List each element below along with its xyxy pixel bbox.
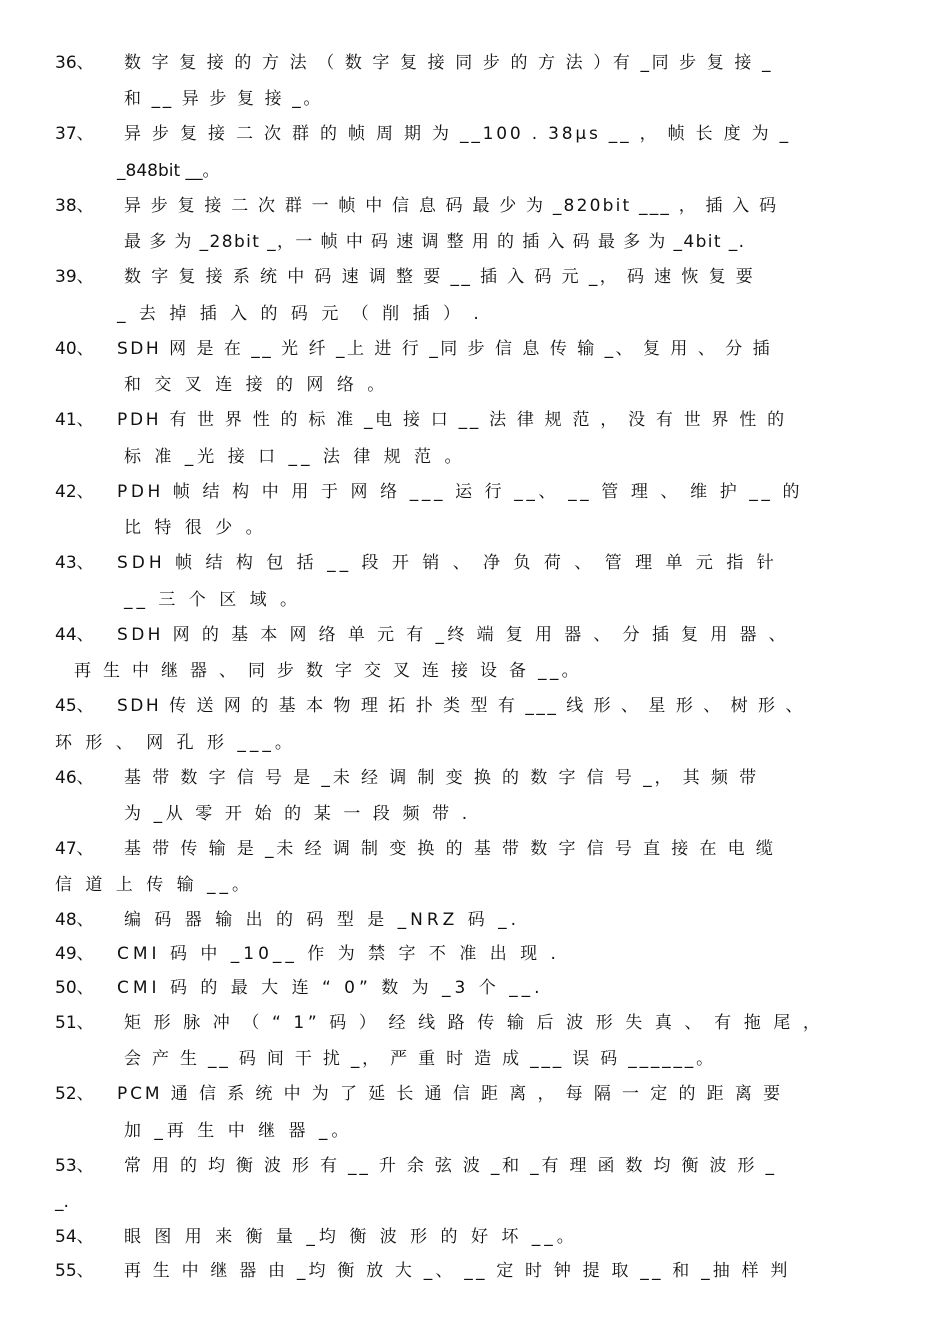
- item-text: 加 _再 生 中 继 器 _。: [124, 1121, 353, 1141]
- item-number: 54、: [55, 1227, 94, 1247]
- item-text: 信 道 上 传 输 __。: [55, 875, 254, 895]
- item-text: 和 __ 异 步 复 接 _。: [124, 89, 323, 109]
- item-number: 43、: [55, 553, 94, 573]
- item-text: CMI 码 中 _10__ 作 为 禁 字 不 准 出 现 .: [117, 944, 560, 964]
- item-number: 51、: [55, 1013, 94, 1033]
- item-text: PDH 有 世 界 性 的 标 准 _电 接 口 __ 法 律 规 范 ， 没 有 世 界 性 的: [117, 410, 787, 430]
- item-text: 为 _从 零 开 始 的 某 一 段 频 带 .: [124, 804, 471, 824]
- item-number: 44、: [55, 625, 94, 645]
- item-number: 37、: [55, 124, 94, 144]
- item-text: 基 带 传 输 是 _未 经 调 制 变 换 的 基 带 数 字 信 号 直 接 在 电 缆: [124, 839, 776, 859]
- item-text: _.: [55, 1192, 69, 1212]
- item-number: 53、: [55, 1156, 94, 1176]
- item-number: 47、: [55, 839, 94, 859]
- item-text: 再 生 中 继 器 由 _均 衡 放 大 _、 __ 定 时 钟 提 取 __ 和 _抽 样 判: [124, 1261, 791, 1281]
- item-number: 45、: [55, 696, 94, 716]
- item-text: 异 步 复 接 二 次 群 一 帧 中 信 息 码 最 少 为 _820bit ___ ， 插 入 码: [124, 196, 779, 216]
- item-number: 39、: [55, 267, 94, 287]
- item-text: 编 码 器 输 出 的 码 型 是 _NRZ 码 _.: [124, 910, 521, 930]
- item-number: 55、: [55, 1261, 94, 1281]
- item-text: 数 字 复 接 的 方 法 （ 数 字 复 接 同 步 的 方 法 ）有 _同 步 复 接 _: [124, 53, 774, 73]
- item-number: 38、: [55, 196, 94, 216]
- item-text: PDH 帧 结 构 中 用 于 网 络 ___ 运 行 __、 __ 管 理 、 维 护 __ 的: [117, 482, 804, 502]
- item-text: PCM 通 信 系 统 中 为 了 延 长 通 信 距 离 ， 每 隔 一 定 的 距 离 要: [117, 1084, 783, 1104]
- item-text: 会 产 生 __ 码 间 干 扰 _， 严 重 时 造 成 ___ 误 码 ______。: [124, 1049, 716, 1069]
- item-text: 常 用 的 均 衡 波 形 有 __ 升 余 弦 波 _和 _有 理 函 数 均 衡 波 形 _: [124, 1156, 777, 1176]
- item-number: 52、: [55, 1084, 94, 1104]
- item-number: 49、: [55, 944, 94, 964]
- item-text: 环 形 、 网 孔 形 ___。: [55, 733, 296, 753]
- item-text: CMI 码 的 最 大 连 “ 0” 数 为 _3 个 __.: [117, 978, 544, 998]
- item-text: 矩 形 脉 冲 （ “ 1” 码 ） 经 线 路 传 输 后 波 形 失 真 、 有 拖 尾 ，: [124, 1013, 824, 1033]
- item-number: 40、: [55, 339, 94, 359]
- item-text: SDH 帧 结 构 包 括 __ 段 开 销 、 净 负 荷 、 管 理 单 元 指 针: [117, 553, 778, 573]
- item-text: SDH 传 送 网 的 基 本 物 理 拓 扑 类 型 有 ___ 线 形 、 星 形 、 树 形 、: [117, 696, 805, 716]
- item-text: _ 去 掉 插 入 的 码 元 （ 削 插 ） .: [117, 304, 483, 324]
- item-text: 最 多 为 _28bit _，一 帧 中 码 速 调 整 用 的 插 入 码 最 多 为 _4bit _.: [124, 232, 746, 252]
- item-text: _848bit __。: [117, 161, 220, 181]
- item-text: 标 准 _光 接 口 __ 法 律 规 范 。: [124, 447, 466, 467]
- item-text: __ 三 个 区 域 。: [124, 590, 302, 610]
- item-number: 42、: [55, 482, 94, 502]
- item-text: 异 步 复 接 二 次 群 的 帧 周 期 为 __100 . 38μs __ ， 帧 长 度 为 _: [124, 124, 791, 144]
- item-text: 和 交 叉 连 接 的 网 络 。: [124, 375, 389, 395]
- item-number: 50、: [55, 978, 94, 998]
- item-number: 46、: [55, 768, 94, 788]
- item-text: 再 生 中 继 器 、 同 步 数 字 交 叉 连 接 设 备 __。: [74, 661, 582, 681]
- item-number: 48、: [55, 910, 94, 930]
- item-text: 数 字 复 接 系 统 中 码 速 调 整 要 __ 插 入 码 元 _， 码 速 恢 复 要: [124, 267, 756, 287]
- item-number: 41、: [55, 410, 94, 430]
- item-text: 眼 图 用 来 衡 量 _均 衡 波 形 的 好 坏 __。: [124, 1227, 578, 1247]
- item-number: 36、: [55, 53, 94, 73]
- item-text: SDH 网 的 基 本 网 络 单 元 有 _终 端 复 用 器 、 分 插 复 用 器 、: [117, 625, 790, 645]
- item-text: 比 特 很 少 。: [124, 518, 267, 538]
- item-text: SDH 网 是 在 __ 光 纤 _上 进 行 _同 步 信 息 传 输 _、 复 用 、 分 插: [117, 339, 773, 359]
- item-text: 基 带 数 字 信 号 是 _未 经 调 制 变 换 的 数 字 信 号 _， 其 频 带: [124, 768, 759, 788]
